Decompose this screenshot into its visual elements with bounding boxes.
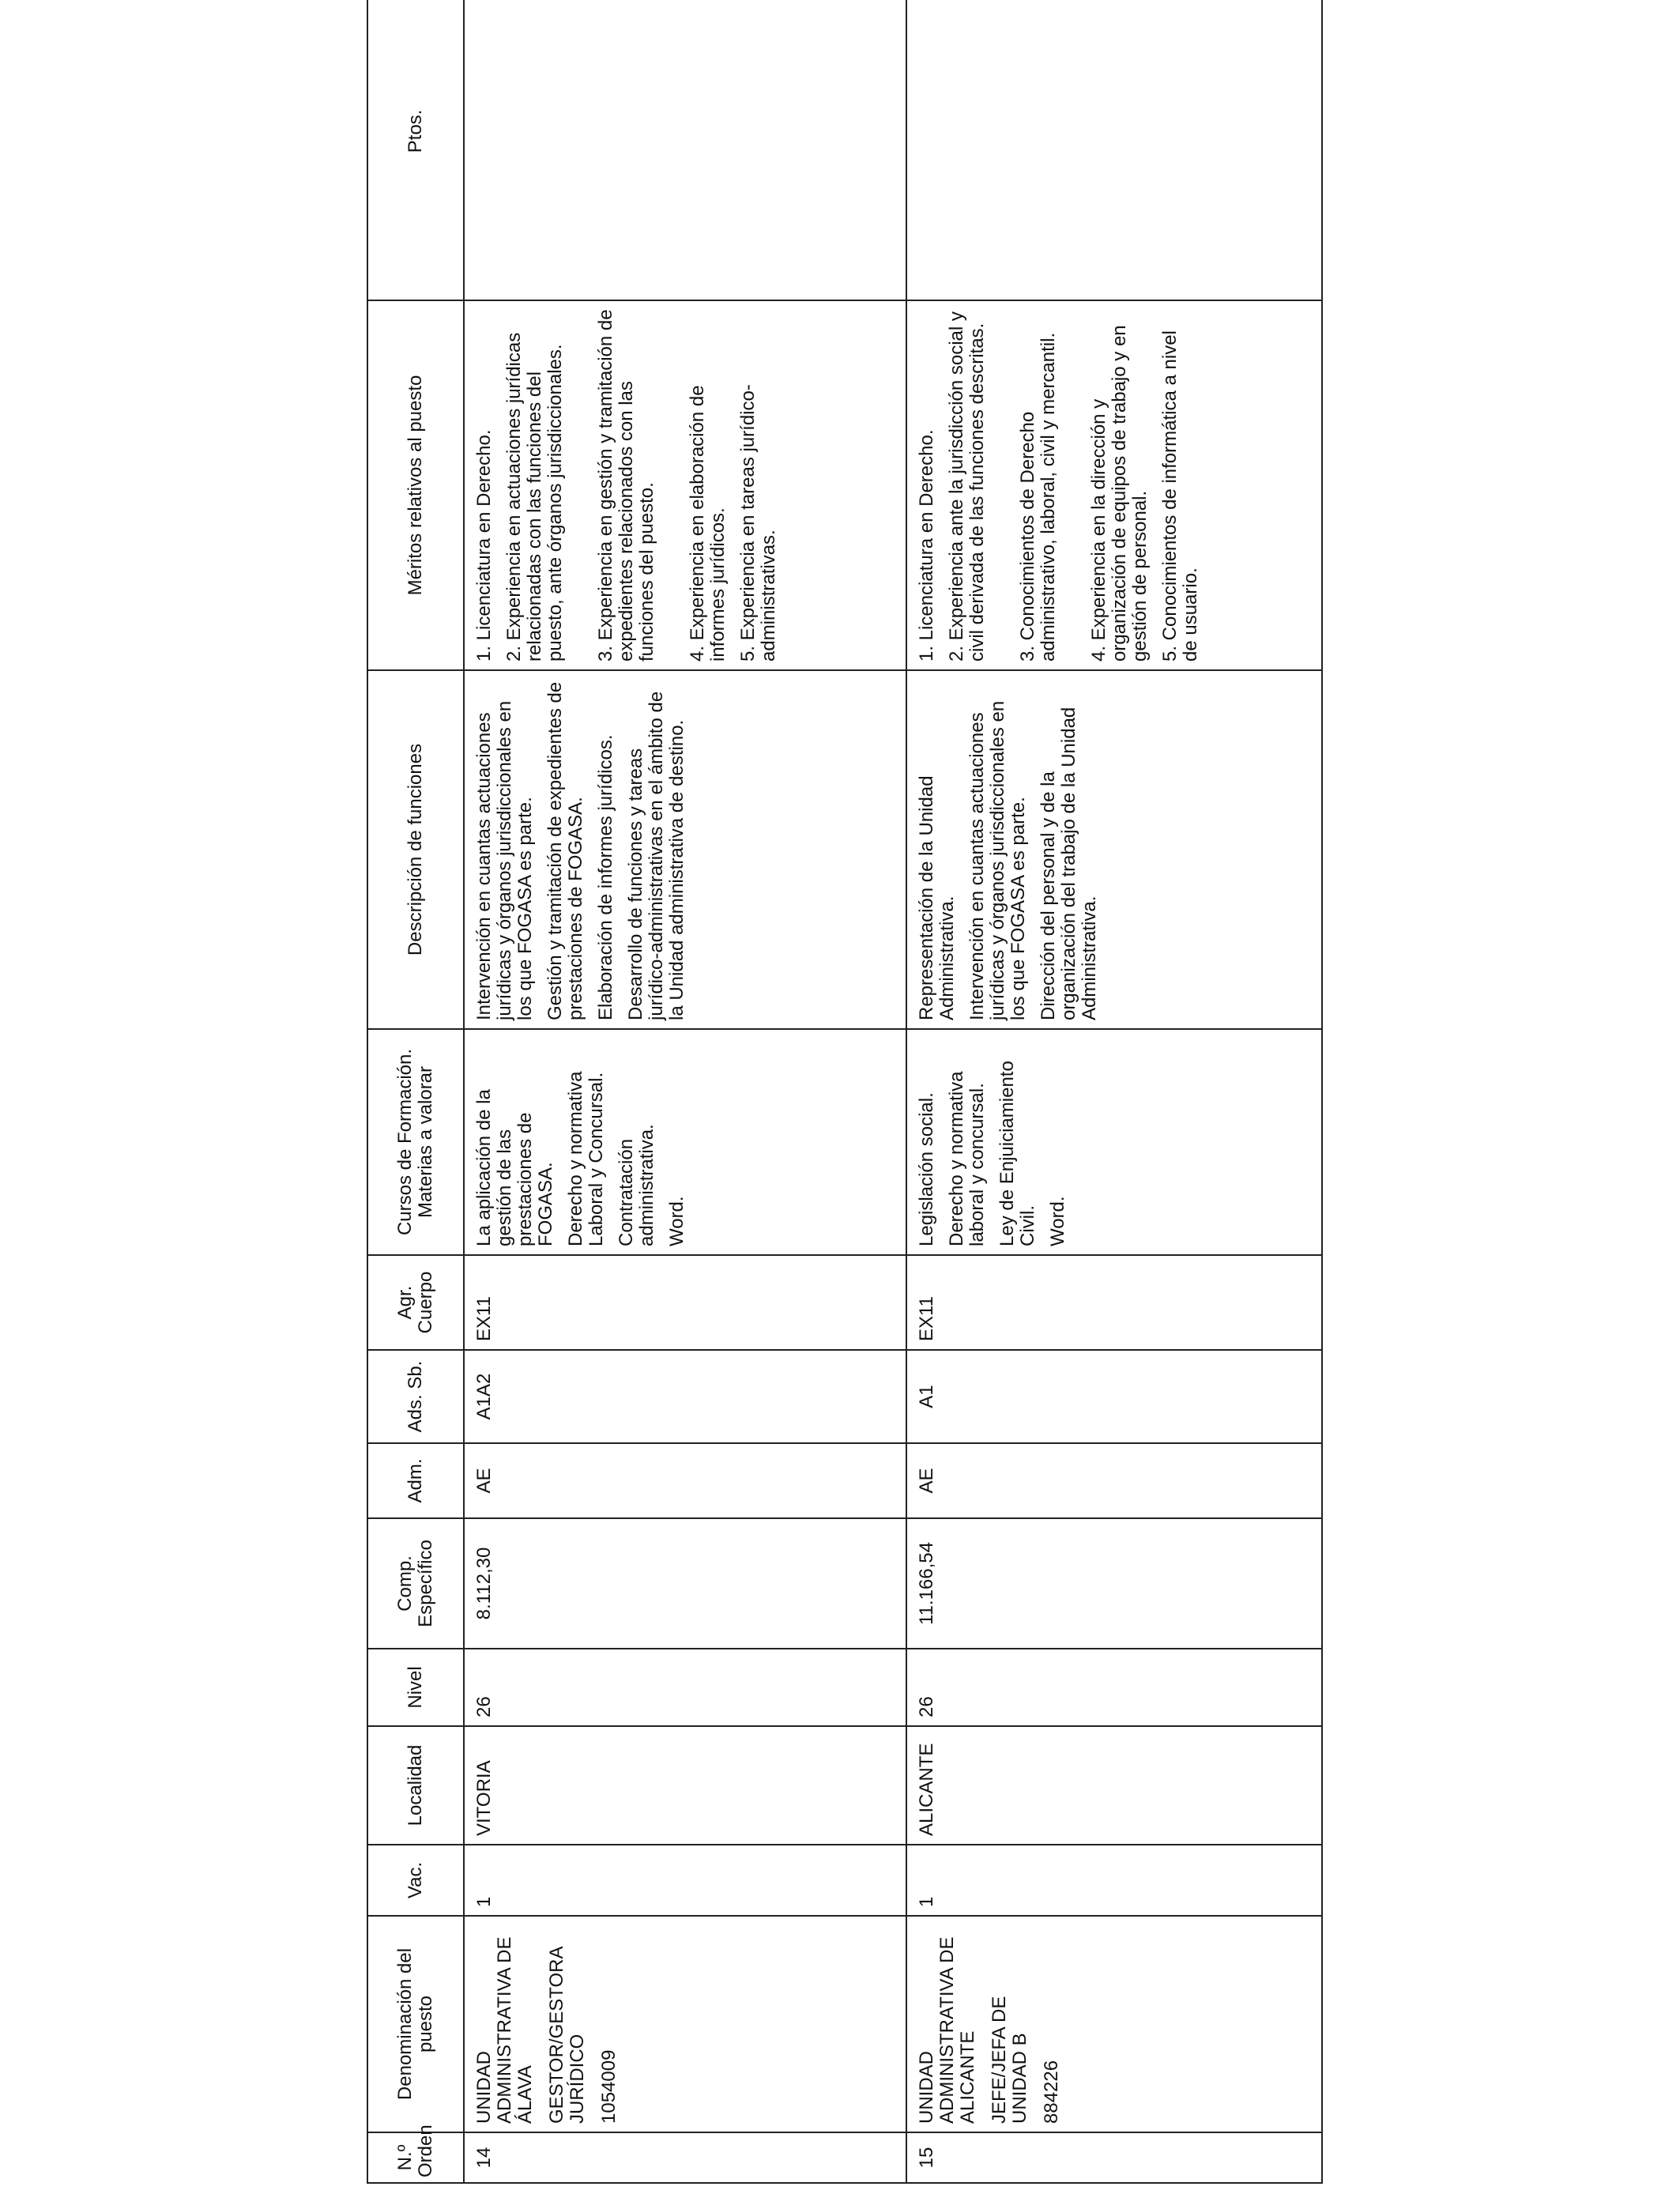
header-comp: Comp. Específico xyxy=(367,1518,464,1649)
descripcion-cell xyxy=(906,670,1322,1029)
funcion-item: Representación de la Unidad Administrativa. xyxy=(916,775,959,1020)
position-code: 884226 xyxy=(1041,2060,1063,2124)
merito-item: 3. Conocimientos de Derecho administrativo, laboral, civil y mercantil. xyxy=(1017,332,1060,662)
funcion-item: Intervención en cuantas actuaciones jurídicas y órganos jurisdiccionales en los que FOGASA es parte. xyxy=(966,700,1030,1020)
comp-cell: 11.166,54 xyxy=(906,1518,1322,1649)
curso-item: Word. xyxy=(1047,1196,1069,1246)
header-nivel: Nivel xyxy=(367,1649,464,1726)
header-vac: Vac. xyxy=(367,1845,464,1916)
curso-item: La aplicación de la gestión de las prestaciones de FOGASA. xyxy=(473,1089,556,1246)
header-localidad: Localidad xyxy=(367,1726,464,1845)
ptos-cell xyxy=(906,0,1322,300)
merito-item: 4. Experiencia en elaboración de informes jurídicos. xyxy=(687,385,729,662)
merito-item: 2. Experiencia en actuaciones jurídicas relacionadas con las funciones del puesto, ante órganos jurisdiccionales. xyxy=(503,332,566,662)
header-ads: Ads. Sb. xyxy=(367,1350,464,1443)
nivel-cell: 26 xyxy=(906,1649,1322,1726)
cursos-cell xyxy=(464,1029,906,1255)
position-code: 1054009 xyxy=(598,2049,620,2124)
agr-cell: EX11 xyxy=(906,1255,1322,1350)
pts-value xyxy=(1122,0,1143,2)
funcion-item: Dirección del personal y de la organización del trabajo de la Unidad Administrativa. xyxy=(1038,707,1101,1020)
funcion-item: Gestión y tramitación de expedientes de prestaciones de FOGASA. xyxy=(544,681,586,1020)
positions-table xyxy=(367,0,1323,2184)
header-denominacion: Denominación del puesto xyxy=(367,1916,464,2132)
pts-value xyxy=(556,0,577,2)
merito-item: 5. Experiencia en tareas jurídico-administrativas. xyxy=(737,384,779,662)
localidad-cell: VITORIA xyxy=(464,1726,906,1845)
denominacion-cell xyxy=(464,1916,906,2132)
curso-item: Derecho y normativa laboral y concursal. xyxy=(946,1071,989,1246)
vac-cell: 1 xyxy=(464,1845,906,1916)
header-adm: Adm. xyxy=(367,1443,464,1518)
table-row xyxy=(464,0,906,2183)
merito-item: 1. Licenciatura en Derecho. xyxy=(916,429,938,662)
header-row xyxy=(367,0,464,2183)
ads-cell: A1A2 xyxy=(464,1350,906,1443)
header-agr: Agr. Cuerpo xyxy=(367,1255,464,1350)
position-name: JEFE/JEFA DE UNIDAD B xyxy=(989,1996,1031,2124)
header-ptos: Ptos. xyxy=(367,0,464,300)
agr-cell: EX11 xyxy=(464,1255,906,1350)
merito-item: 1. Licenciatura en Derecho. xyxy=(473,429,495,662)
vac-cell: 1 xyxy=(906,1845,1322,1916)
merito-item: 5. Conocimientos de informática a nivel de usuario. xyxy=(1159,330,1202,662)
meritos-cell xyxy=(906,300,1322,670)
header-orden: N.º Orden xyxy=(367,2132,464,2183)
curso-item: Legislación social. xyxy=(916,1092,938,1246)
comp-cell: 8.112,30 xyxy=(464,1518,906,1649)
table-row xyxy=(906,0,1322,2183)
funcion-item: Elaboración de informes jurídicos. xyxy=(595,734,616,1020)
localidad-cell: ALICANTE xyxy=(906,1726,1322,1845)
pts-value xyxy=(978,0,999,2)
position-name: GESTOR/GESTORA JURÍDICO xyxy=(546,1947,588,2124)
denominacion-cell xyxy=(906,1916,1322,2132)
cursos-cell xyxy=(906,1029,1322,1255)
funcion-item: Intervención en cuantas actuaciones jurídicas y órganos jurisdiccionales en los que FOGASA es parte. xyxy=(473,700,536,1020)
adm-cell: AE xyxy=(906,1443,1322,1518)
merito-item: 3. Experiencia en gestión y tramitación de expedientes relacionados con las funciones del puesto. xyxy=(595,309,657,662)
funcion-item: Desarrollo de funciones y tareas jurídico-administrativas en el ámbito de la Unidad administrativa de destino. xyxy=(625,691,687,1020)
merito-item: 4. Experiencia en la dirección y organización de equipos de trabajo y en gestión de personal. xyxy=(1088,325,1151,662)
pts-value xyxy=(650,0,670,2)
curso-item: Word. xyxy=(666,1196,687,1246)
meritos-cell xyxy=(464,300,906,670)
header-meritos: Méritos relativos al puesto xyxy=(367,300,464,670)
header-descripcion: Descripción de funciones xyxy=(367,670,464,1029)
descripcion-cell xyxy=(464,670,906,1029)
curso-item: Ley de Enjuiciamiento Civil. xyxy=(996,1061,1039,1246)
curso-item: Contratación administrativa. xyxy=(616,1124,657,1246)
adm-cell: AE xyxy=(464,1443,906,1518)
nivel-cell: 26 xyxy=(464,1649,906,1726)
orden-cell: 14 xyxy=(464,2132,906,2183)
ptos-cell xyxy=(464,0,906,300)
rotated-document xyxy=(367,10,1323,2184)
header-cursos: Cursos de Formación. Materias a valorar xyxy=(367,1029,464,1255)
merito-item: 2. Experiencia ante la jurisdicción social y civil derivada de las funciones descritas. xyxy=(946,311,989,662)
orden-cell: 15 xyxy=(906,2132,1322,2183)
unit-name: UNIDAD ADMINISTRATIVA DE ÁLAVA xyxy=(473,1936,536,2124)
unit-name: UNIDAD ADMINISTRATIVA DE ALICANTE xyxy=(916,1936,979,2124)
curso-item: Derecho y normativa Laboral y Concursal. xyxy=(565,1071,607,1246)
ads-cell: A1 xyxy=(906,1350,1322,1443)
